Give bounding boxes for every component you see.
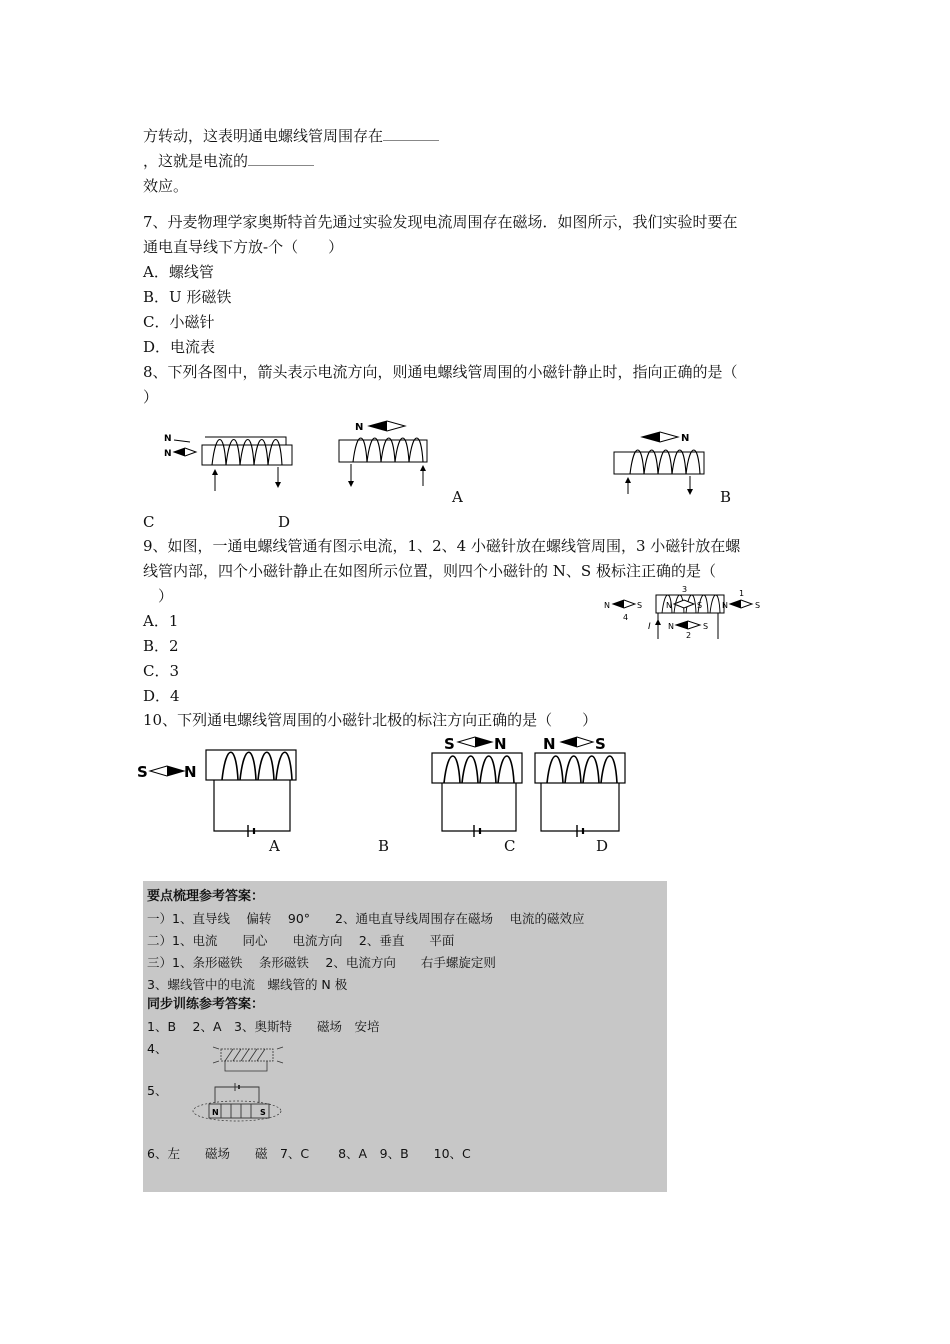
q10bc-circuit [442,783,516,831]
q10bc-coil [444,756,514,783]
q10-label-a: A [269,837,280,855]
q10d-s-label: S [595,735,606,753]
q8-label-a: A [452,488,463,506]
q9-stem: 9、如图，一通电螺线管通有图示电流，1、2、4 小磁针放在螺线管周围，3 小磁针放在螺 [143,537,741,555]
q10a-circuit [214,780,290,831]
q9-current-label: I [648,622,651,632]
q8-stem: 8、下列各图中，箭头表示电流方向，则通电螺线管周围的小磁针静止时，指向正确的是（ [143,363,738,381]
q9-figure [604,585,774,645]
q8-label-d: D [278,513,291,531]
q10d-circuit [541,783,619,831]
q7-option-b: B．U 形磁铁 [143,288,232,306]
q10-label-b: B [378,837,390,855]
q9-needle4-n: N [604,601,610,610]
q9-needle-3 [674,600,694,608]
q8-figure-a-b [610,428,710,498]
q8c-top-n-label: N [164,434,172,444]
q8-figure-c [160,425,300,495]
q6-blank-1[interactable] [383,130,439,141]
q8ab-coil [630,450,700,474]
q7-option-c: C．小磁针 [143,313,215,331]
q10a-coil [222,752,292,780]
q9-needle1-num: 1 [739,589,745,598]
q8-label-b: B [720,488,732,506]
answer5-s-label: S [260,1108,266,1117]
q8c-needle-n-label: N [164,449,172,459]
answer-row-8: 6、左 磁场 磁 7、C 8、A 9、B 10、C [147,1146,471,1161]
q9-needle4-s: S [637,601,643,610]
q9-stem-cont: 线管内部，四个小磁针静止在如图所示位置，则四个小磁针的 N、S 极标注正确的是（ [143,562,716,580]
q10a-n-label: N [184,763,197,781]
answer-row-2: 二）1、电流 同心 电流方向 2、垂直 平面 [147,933,455,948]
answer-title-practice: 同步训练参考答案： [147,997,265,1012]
q8d-coil [353,438,423,462]
answer-figure-5 [197,1081,297,1131]
q9-needle4-num: 4 [623,613,629,622]
q9-needle2-num: 2 [686,631,692,640]
q10bc-n-label: N [494,735,507,753]
q9-needle3-n: N [666,601,672,610]
q9-option-a: A．1 [143,612,179,630]
q9-option-d: D．4 [143,687,180,705]
answer-title-key-points: 要点梳理参考答案： [147,889,265,904]
answer-figure-4 [211,1041,301,1075]
q10-figure-d [533,733,633,833]
q10bc-s-label: S [444,735,455,753]
q10d-coil [547,756,617,783]
answer-row-7-label: 5、 [147,1083,168,1098]
q9-needle2-n: N [668,622,674,631]
q10-label-c: C [504,837,516,855]
answer-row-3: 三）1、条形磁铁 条形磁铁 2、电流方向 右手螺旋定则 [147,955,496,970]
q9-stem-end: ） [158,587,174,605]
q6-line1: 方转动，这表明通电螺线管周围存在 [143,126,439,146]
q10-label-d: D [596,837,609,855]
q10-stem: 10、下列通电螺线管周围的小磁针北极的标注方向正确的是（ ） [143,711,598,729]
q8-figure-d [335,418,435,493]
q7-stem-cont: 通电直导线下方放-个（ ） [143,238,344,256]
q8d-n-label: N [355,422,364,433]
q8ab-n-label: N [681,433,690,444]
q6-blank-2[interactable] [248,155,314,166]
q7-stem: 7、丹麦物理学家奥斯特首先通过实验发现电流周围存在磁场．如图所示，我们实验时要在 [143,213,738,231]
answer5-n-label: N [212,1108,219,1117]
q9-needle2-s: S [703,622,709,631]
q6-line3: 效应。 [143,177,189,195]
q10-figure-b-c [428,733,528,833]
q9-option-b: B．2 [143,637,179,655]
q9-needle1-s: S [755,601,761,610]
q9-needle3-s: S [697,601,703,610]
q6-line2: ，这就是电流的 [143,151,314,171]
answer-row-4: 3、螺线管中的电流 螺线管的 N 极 [147,977,348,992]
answer-key-panel [143,881,667,1192]
answer-row-5: 1、B 2、A 3、奥斯特 磁场 安培 [147,1019,380,1034]
q7-option-d: D．电流表 [143,338,216,356]
q10-figure-a [136,745,306,835]
q8-label-c: C [143,513,155,531]
q8-stem-cont: ） [143,388,159,406]
q8c-coil [212,440,282,466]
q9-needle1-n: N [722,601,728,610]
q9-option-c: C．3 [143,662,180,680]
q7-option-a: A．螺线管 [143,263,214,281]
q10d-n-label: N [543,735,556,753]
answer-row-6-label: 4、 [147,1041,168,1056]
answer-row-1: 一）1、直导线 偏转 90° 2、通电直导线周围存在磁场 电流的磁效应 [147,911,585,926]
q10a-s-label: S [137,763,148,781]
q9-needle3-num: 3 [682,585,688,594]
